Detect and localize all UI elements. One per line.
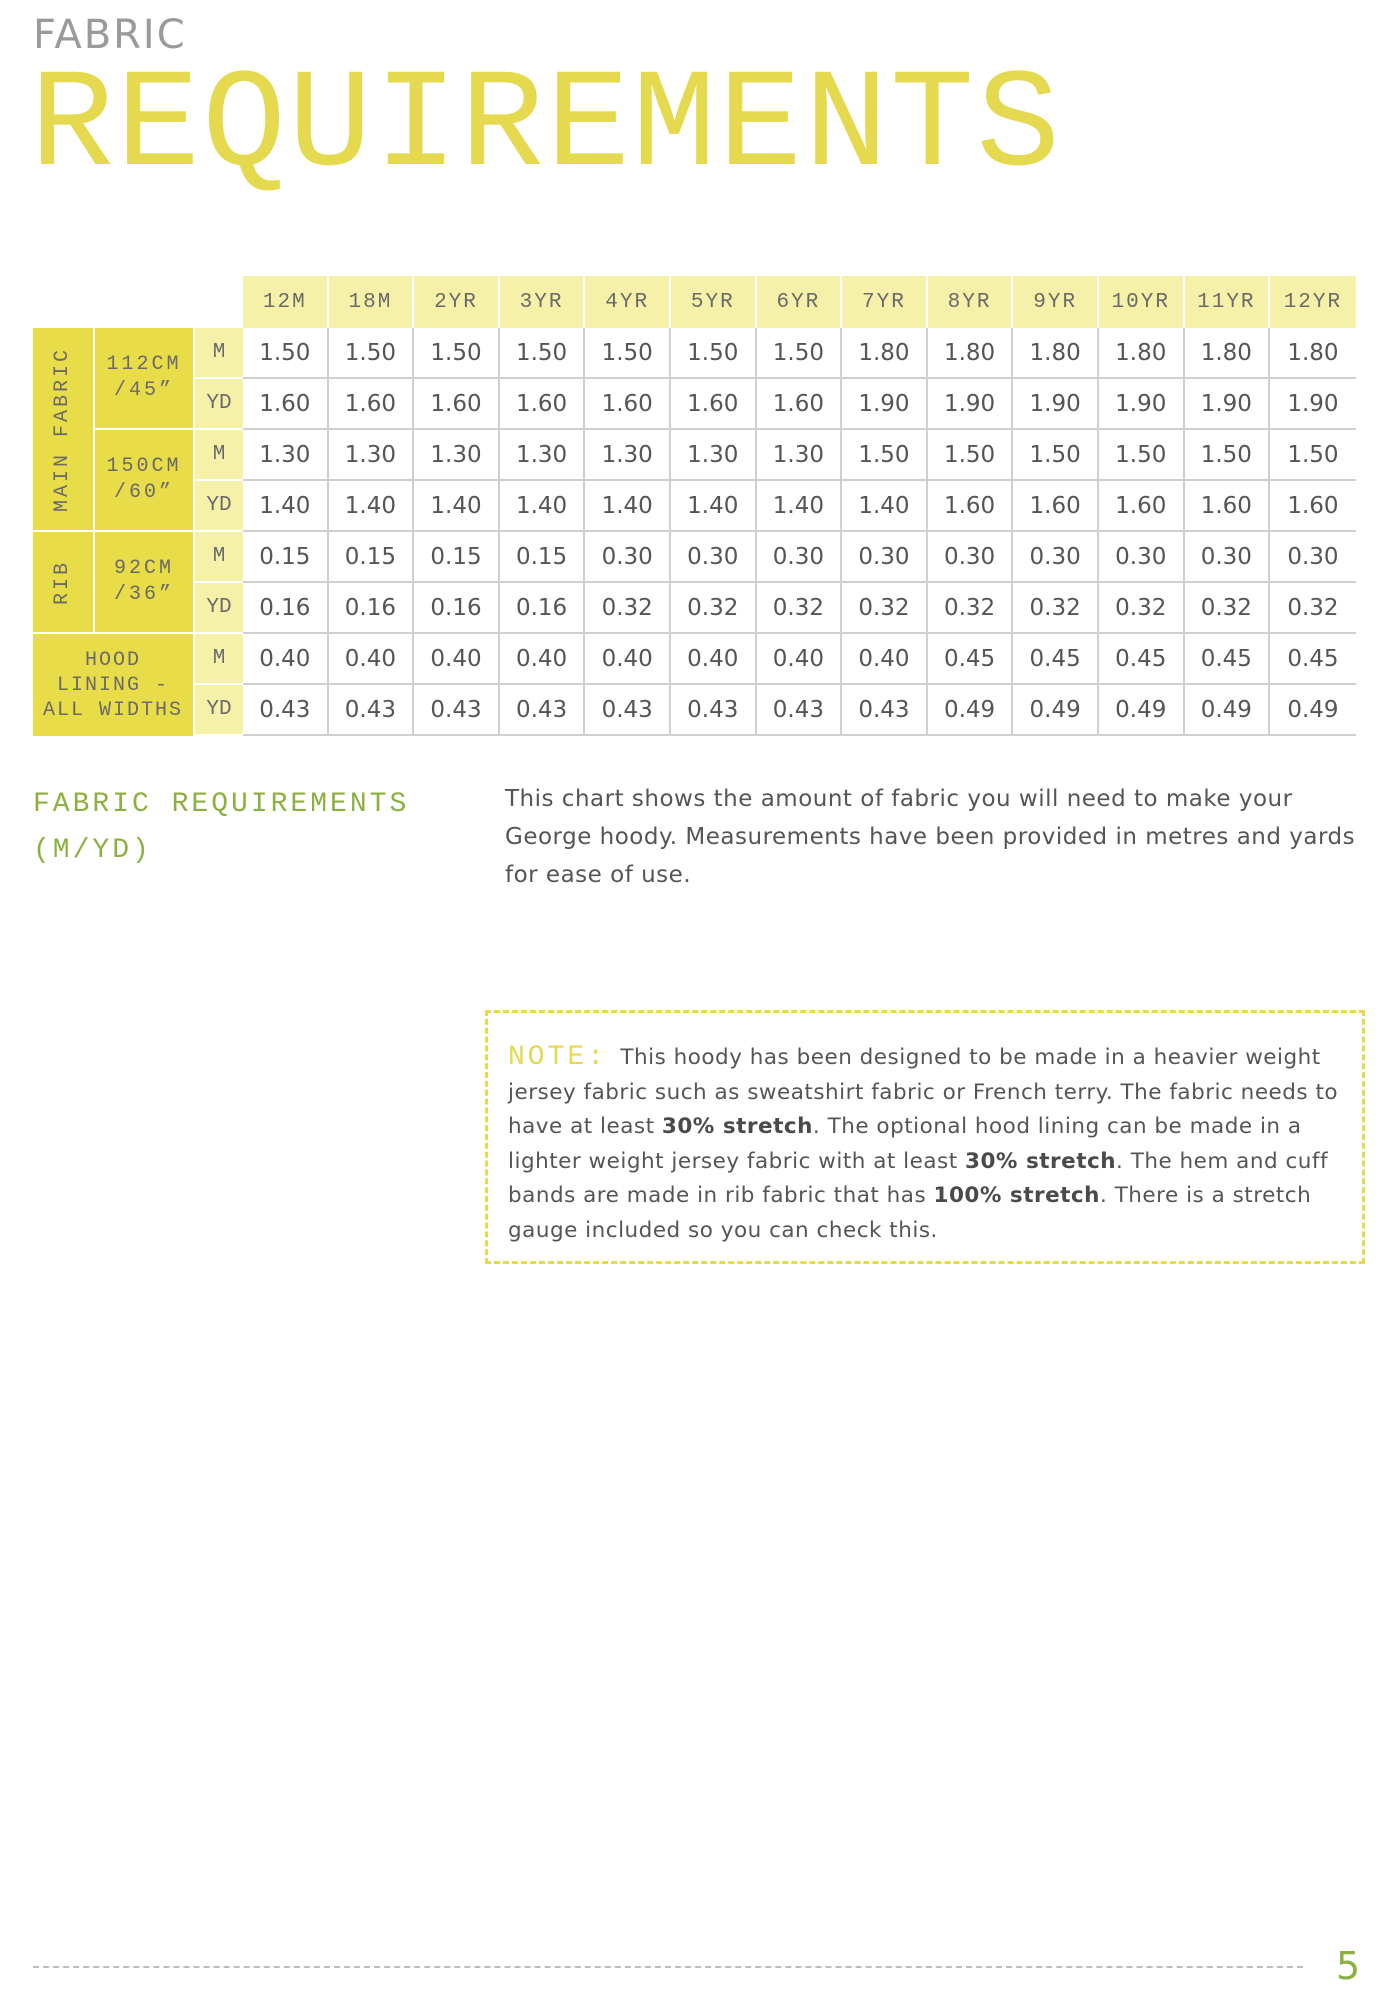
note-text: This hoody has been designed to be made in a heavier weight jersey fabric such as sweatshirt fabric or French terry. The fabric needs to have at least bbox=[508, 1045, 1339, 1139]
size-header: 7YR bbox=[842, 276, 928, 328]
table-cell: 1.30 bbox=[414, 430, 500, 481]
footer-divider bbox=[33, 1966, 1303, 1968]
section-description: This chart shows the amount of fabric you will need to make your George hoody. Measurements have been provided in metres and yards for ease of use. bbox=[505, 786, 1356, 888]
table-cell: 1.30 bbox=[671, 430, 757, 481]
table-cell: 0.32 bbox=[585, 583, 671, 634]
note-bold: 30% stretch bbox=[965, 1148, 1117, 1174]
table-cell: 0.43 bbox=[414, 685, 500, 736]
section-heading-line1: FABRIC REQUIREMENTS bbox=[33, 789, 410, 820]
table-cell: 1.30 bbox=[329, 430, 415, 481]
note-bold: 100% stretch bbox=[933, 1183, 1100, 1208]
table-cell: 0.49 bbox=[928, 685, 1014, 736]
table-cell: 0.32 bbox=[928, 583, 1014, 634]
table-cell: 0.30 bbox=[1185, 532, 1271, 583]
table-cell: 1.40 bbox=[329, 481, 415, 532]
table-cell: 1.40 bbox=[671, 481, 757, 532]
table-cell: 0.16 bbox=[500, 583, 586, 634]
group-label-main-fabric: MAIN FABRIC bbox=[33, 328, 93, 532]
table-cell: 1.50 bbox=[329, 328, 415, 379]
width-label-150cm: 150CM /60” bbox=[93, 430, 193, 532]
group-label-rib: RIB bbox=[33, 532, 93, 634]
table-cell: 0.32 bbox=[1270, 583, 1356, 634]
table-cell: 0.30 bbox=[757, 532, 843, 583]
table-cell: 0.30 bbox=[1270, 532, 1356, 583]
unit-label-yd: YD bbox=[193, 379, 243, 430]
size-header: 3YR bbox=[500, 276, 586, 328]
size-header: 5YR bbox=[671, 276, 757, 328]
table-cell: 1.50 bbox=[414, 328, 500, 379]
unit-label-m: M bbox=[193, 634, 243, 685]
note-label: NOTE: bbox=[508, 1042, 608, 1073]
table-cell: 0.40 bbox=[671, 634, 757, 685]
table-cell: 1.60 bbox=[671, 379, 757, 430]
table-cell: 0.15 bbox=[243, 532, 329, 583]
table-cell: 0.40 bbox=[243, 634, 329, 685]
table-cell: 1.40 bbox=[243, 481, 329, 532]
table-cell: 0.30 bbox=[671, 532, 757, 583]
table-cell: 0.43 bbox=[842, 685, 928, 736]
table-cell: 1.60 bbox=[1099, 481, 1185, 532]
table-cell: 0.16 bbox=[243, 583, 329, 634]
table-cell: 1.50 bbox=[671, 328, 757, 379]
table-cell: 1.50 bbox=[500, 328, 586, 379]
table-cell: 1.60 bbox=[928, 481, 1014, 532]
unit-label-yd: YD bbox=[193, 481, 243, 532]
section-heading-line2: (M/YD) bbox=[33, 835, 152, 866]
table-cell: 1.80 bbox=[842, 328, 928, 379]
table-cell: 0.49 bbox=[1270, 685, 1356, 736]
table-cell: 0.32 bbox=[757, 583, 843, 634]
unit-label-m: M bbox=[193, 532, 243, 583]
size-header: 12YR bbox=[1270, 276, 1356, 328]
table-cell: 0.15 bbox=[329, 532, 415, 583]
table-cell: 0.32 bbox=[842, 583, 928, 634]
table-cell: 1.30 bbox=[500, 430, 586, 481]
table-cell: 0.32 bbox=[1185, 583, 1271, 634]
table-cell: 0.43 bbox=[329, 685, 415, 736]
table-cell: 1.90 bbox=[1270, 379, 1356, 430]
fabric-requirements-table bbox=[33, 276, 1356, 736]
width-label-112cm: 112CM /45” bbox=[93, 328, 193, 430]
table-cell: 0.43 bbox=[500, 685, 586, 736]
table-cell: 1.30 bbox=[585, 430, 671, 481]
page-kicker: FABRIC bbox=[33, 12, 187, 58]
table-cell: 0.43 bbox=[671, 685, 757, 736]
table-cell: 1.90 bbox=[1185, 379, 1271, 430]
table-cell: 1.50 bbox=[928, 430, 1014, 481]
table-cell: 1.60 bbox=[243, 379, 329, 430]
size-header: 6YR bbox=[757, 276, 843, 328]
note-box bbox=[485, 1010, 1365, 1264]
table-cell: 0.40 bbox=[414, 634, 500, 685]
unit-label-m: M bbox=[193, 430, 243, 481]
table-cell: 1.60 bbox=[1013, 481, 1099, 532]
table-cell: 0.43 bbox=[243, 685, 329, 736]
table-cell: 0.30 bbox=[842, 532, 928, 583]
table-cell: 1.40 bbox=[414, 481, 500, 532]
table-cell: 1.60 bbox=[1185, 481, 1271, 532]
table-cell: 0.15 bbox=[414, 532, 500, 583]
size-header: 2YR bbox=[414, 276, 500, 328]
section-heading bbox=[33, 782, 409, 874]
table-cell: 1.90 bbox=[928, 379, 1014, 430]
table-cell: 1.60 bbox=[585, 379, 671, 430]
table-cell: 0.30 bbox=[928, 532, 1014, 583]
size-header: 18M bbox=[329, 276, 415, 328]
table-cell: 1.80 bbox=[1270, 328, 1356, 379]
note-bold: 30% stretch bbox=[661, 1114, 813, 1139]
table-cell: 1.60 bbox=[329, 379, 415, 430]
width-label-92cm: 92CM /36” bbox=[93, 532, 193, 634]
size-header: 10YR bbox=[1099, 276, 1185, 328]
table-cell: 0.40 bbox=[585, 634, 671, 685]
table-cell: 1.30 bbox=[757, 430, 843, 481]
table-cell: 0.40 bbox=[842, 634, 928, 685]
table-cell: 1.50 bbox=[243, 328, 329, 379]
table-cell: 1.50 bbox=[1013, 430, 1099, 481]
size-header: 4YR bbox=[585, 276, 671, 328]
note-text: . The hem and cuff bands are made in rib fabric that has bbox=[508, 1148, 1329, 1208]
table-cell: 1.50 bbox=[585, 328, 671, 379]
table-cell: 1.50 bbox=[1185, 430, 1271, 481]
table-cell: 0.45 bbox=[1270, 634, 1356, 685]
table-cell: 0.45 bbox=[1099, 634, 1185, 685]
table-cell: 0.45 bbox=[1185, 634, 1271, 685]
table-cell: 1.40 bbox=[585, 481, 671, 532]
size-header: 11YR bbox=[1185, 276, 1271, 328]
page-number: 5 bbox=[1336, 1944, 1361, 1988]
page-title: REQUIREMENTS bbox=[30, 48, 1063, 207]
unit-label-yd: YD bbox=[193, 685, 243, 736]
table-cell: 1.80 bbox=[1185, 328, 1271, 379]
table-cell: 1.90 bbox=[842, 379, 928, 430]
note-text: . The optional hood lining can be made in a lighter weight jersey fabric with at least bbox=[508, 1114, 1302, 1174]
table-cell: 1.40 bbox=[842, 481, 928, 532]
table-cell: 0.49 bbox=[1013, 685, 1099, 736]
table-cell: 0.40 bbox=[757, 634, 843, 685]
table-cell: 1.60 bbox=[500, 379, 586, 430]
size-header: 8YR bbox=[928, 276, 1014, 328]
table-corner bbox=[33, 276, 243, 328]
table-cell: 0.40 bbox=[329, 634, 415, 685]
table-cell: 1.60 bbox=[757, 379, 843, 430]
table-cell: 1.50 bbox=[1270, 430, 1356, 481]
size-header: 12M bbox=[243, 276, 329, 328]
table-cell: 0.45 bbox=[1013, 634, 1099, 685]
table-cell: 0.16 bbox=[329, 583, 415, 634]
note-text: . There is a stretch gauge included so you can check this. bbox=[508, 1183, 1312, 1243]
table-cell: 0.45 bbox=[928, 634, 1014, 685]
table-cell: 0.32 bbox=[1013, 583, 1099, 634]
table-cell: 0.30 bbox=[1099, 532, 1185, 583]
table-cell: 0.43 bbox=[757, 685, 843, 736]
table-cell: 1.80 bbox=[928, 328, 1014, 379]
table-cell: 1.80 bbox=[1099, 328, 1185, 379]
table-cell: 1.60 bbox=[414, 379, 500, 430]
group-label-hood-lining: HOOD LINING - ALL WIDTHS bbox=[33, 634, 193, 736]
table-cell: 1.50 bbox=[757, 328, 843, 379]
table-cell: 0.32 bbox=[1099, 583, 1185, 634]
table-cell: 1.40 bbox=[757, 481, 843, 532]
table-cell: 1.30 bbox=[243, 430, 329, 481]
table-cell: 1.60 bbox=[1270, 481, 1356, 532]
table-cell: 1.80 bbox=[1013, 328, 1099, 379]
unit-label-yd: YD bbox=[193, 583, 243, 634]
table-cell: 1.50 bbox=[1099, 430, 1185, 481]
table-cell: 0.49 bbox=[1185, 685, 1271, 736]
table-cell: 1.40 bbox=[500, 481, 586, 532]
table-cell: 0.30 bbox=[585, 532, 671, 583]
table-cell: 0.40 bbox=[500, 634, 586, 685]
table-cell: 1.90 bbox=[1099, 379, 1185, 430]
table-cell: 0.30 bbox=[1013, 532, 1099, 583]
table-cell: 0.16 bbox=[414, 583, 500, 634]
table-cell: 1.50 bbox=[842, 430, 928, 481]
size-header: 9YR bbox=[1013, 276, 1099, 328]
table-cell: 0.43 bbox=[585, 685, 671, 736]
unit-label-m: M bbox=[193, 328, 243, 379]
table-cell: 0.15 bbox=[500, 532, 586, 583]
table-cell: 0.49 bbox=[1099, 685, 1185, 736]
table-cell: 0.32 bbox=[671, 583, 757, 634]
table-cell: 1.90 bbox=[1013, 379, 1099, 430]
